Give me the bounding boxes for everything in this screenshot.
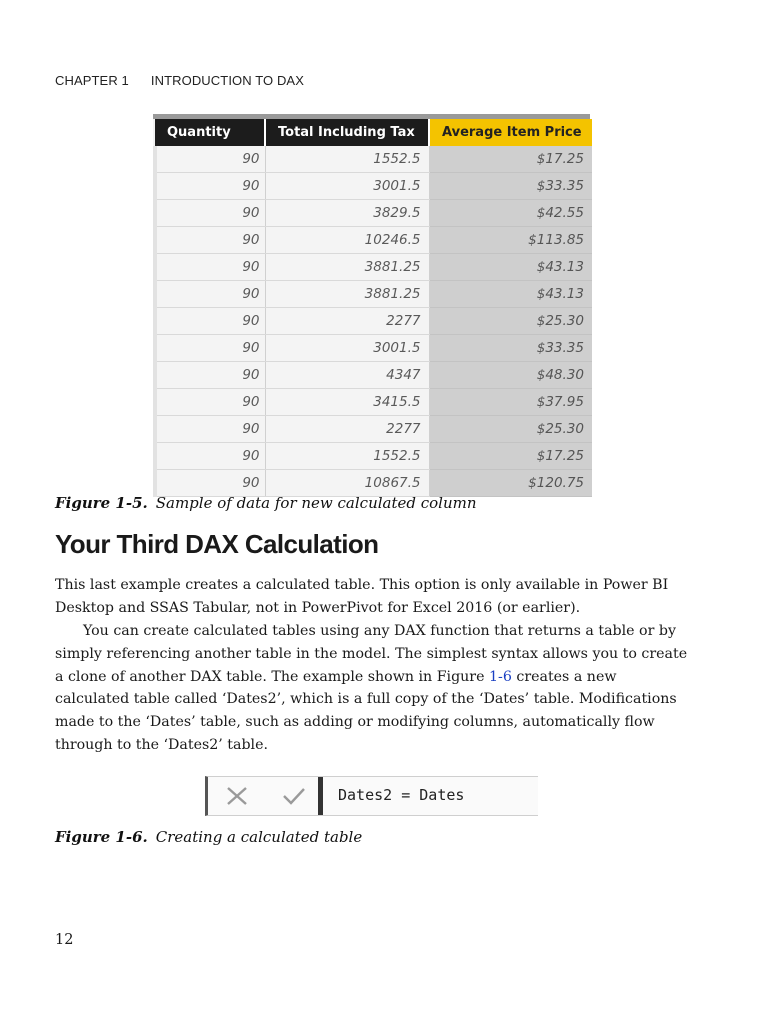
cell-total-including-tax: 1552.5 — [265, 146, 429, 173]
figure-1-6-caption — [55, 828, 362, 846]
cell-total-including-tax: 3415.5 — [265, 389, 429, 416]
table-row — [155, 362, 592, 389]
table-row — [155, 254, 592, 281]
cell-total-including-tax: 3001.5 — [265, 335, 429, 362]
figure-1-6-link[interactable]: 1-6 — [489, 668, 512, 685]
formula-bar-divider — [318, 777, 323, 815]
cell-average-item-price: $48.30 — [429, 362, 592, 389]
figure-1-5-caption — [55, 494, 477, 512]
cell-total-including-tax: 3001.5 — [265, 173, 429, 200]
cell-quantity: 90 — [155, 443, 265, 470]
cell-total-including-tax: 4347 — [265, 362, 429, 389]
cell-total-including-tax: 3881.25 — [265, 254, 429, 281]
chapter-label: CHAPTER 1 — [55, 73, 129, 88]
cell-quantity: 90 — [155, 254, 265, 281]
cell-average-item-price: $17.25 — [429, 146, 592, 173]
cell-quantity: 90 — [155, 281, 265, 308]
cell-total-including-tax: 2277 — [265, 308, 429, 335]
cell-quantity: 90 — [155, 227, 265, 254]
figure-1-5-text: Sample of data for new calculated column — [155, 494, 477, 512]
cell-quantity: 90 — [155, 146, 265, 173]
page-number: 12 — [55, 932, 74, 948]
cell-total-including-tax: 3829.5 — [265, 200, 429, 227]
paragraph-1: This last example creates a calculated table. This option is only available in Power BI Desktop and SSAS Tabular, not in PowerPivot for Excel 2016 (or earlier). — [55, 577, 669, 616]
cell-quantity: 90 — [155, 173, 265, 200]
cell-average-item-price: $33.35 — [429, 335, 592, 362]
cell-total-including-tax: 10867.5 — [265, 470, 429, 497]
table-row — [155, 281, 592, 308]
x-icon[interactable] — [225, 785, 249, 807]
cell-quantity: 90 — [155, 308, 265, 335]
cell-average-item-price: $43.13 — [429, 254, 592, 281]
table-row — [155, 227, 592, 254]
paragraph-2 — [55, 620, 695, 757]
figure-1-5-label: Figure 1-5. — [55, 494, 148, 512]
formula-bar — [205, 776, 538, 816]
cell-quantity: 90 — [155, 335, 265, 362]
cell-average-item-price: $120.75 — [429, 470, 592, 497]
table-row — [155, 416, 592, 443]
cell-total-including-tax: 1552.5 — [265, 443, 429, 470]
cell-average-item-price: $113.85 — [429, 227, 592, 254]
table-header-row — [155, 119, 592, 146]
figure-1-6-text: Creating a calculated table — [155, 828, 363, 846]
data-table — [153, 119, 592, 497]
cell-quantity: 90 — [155, 470, 265, 497]
table-row — [155, 146, 592, 173]
cell-quantity: 90 — [155, 416, 265, 443]
table-body — [155, 146, 592, 497]
section-heading: Your Third DAX Calculation — [55, 529, 379, 559]
paragraph-2-start: You can create calculated tables using any DAX function that returns a table or by simply referencing another table in the model. The simplest syntax allows you to create a clone of another DAX table. The example shown in Figure — [55, 623, 688, 685]
figure-1-5-table — [153, 114, 590, 491]
cell-total-including-tax: 2277 — [265, 416, 429, 443]
table-row — [155, 308, 592, 335]
cell-total-including-tax: 3881.25 — [265, 281, 429, 308]
cell-average-item-price: $37.95 — [429, 389, 592, 416]
table-row — [155, 470, 592, 497]
table-row — [155, 389, 592, 416]
table-row — [155, 443, 592, 470]
cell-average-item-price: $33.35 — [429, 173, 592, 200]
cell-quantity: 90 — [155, 200, 265, 227]
cell-average-item-price: $25.30 — [429, 416, 592, 443]
figure-1-6-label: Figure 1-6. — [55, 828, 148, 846]
chapter-title: INTRODUCTION TO DAX — [150, 73, 304, 88]
cell-quantity: 90 — [155, 389, 265, 416]
table-row — [155, 200, 592, 227]
table-row — [155, 173, 592, 200]
cell-average-item-price: $42.55 — [429, 200, 592, 227]
cell-total-including-tax: 10246.5 — [265, 227, 429, 254]
cell-average-item-price: $17.25 — [429, 443, 592, 470]
column-header-average-item-price[interactable]: Average Item Price — [429, 119, 592, 146]
column-header-quantity[interactable]: Quantity — [155, 119, 265, 146]
cell-quantity: 90 — [155, 362, 265, 389]
table-row — [155, 335, 592, 362]
check-icon[interactable] — [282, 785, 306, 807]
formula-input[interactable]: Dates2 = Dates — [338, 786, 465, 804]
cell-average-item-price: $43.13 — [429, 281, 592, 308]
paragraph-2-end: creates a new calculated table called ‘Dates2’, which is a full copy of the ‘Dates’ table. Modifications made to the ‘Dates’ table, such as adding or modifying columns, automatically flow through to the ‘Dates2’ table. — [55, 668, 677, 753]
cell-average-item-price: $25.30 — [429, 308, 592, 335]
column-header-total-including-tax[interactable]: Total Including Tax — [265, 119, 429, 146]
running-head — [55, 73, 304, 88]
